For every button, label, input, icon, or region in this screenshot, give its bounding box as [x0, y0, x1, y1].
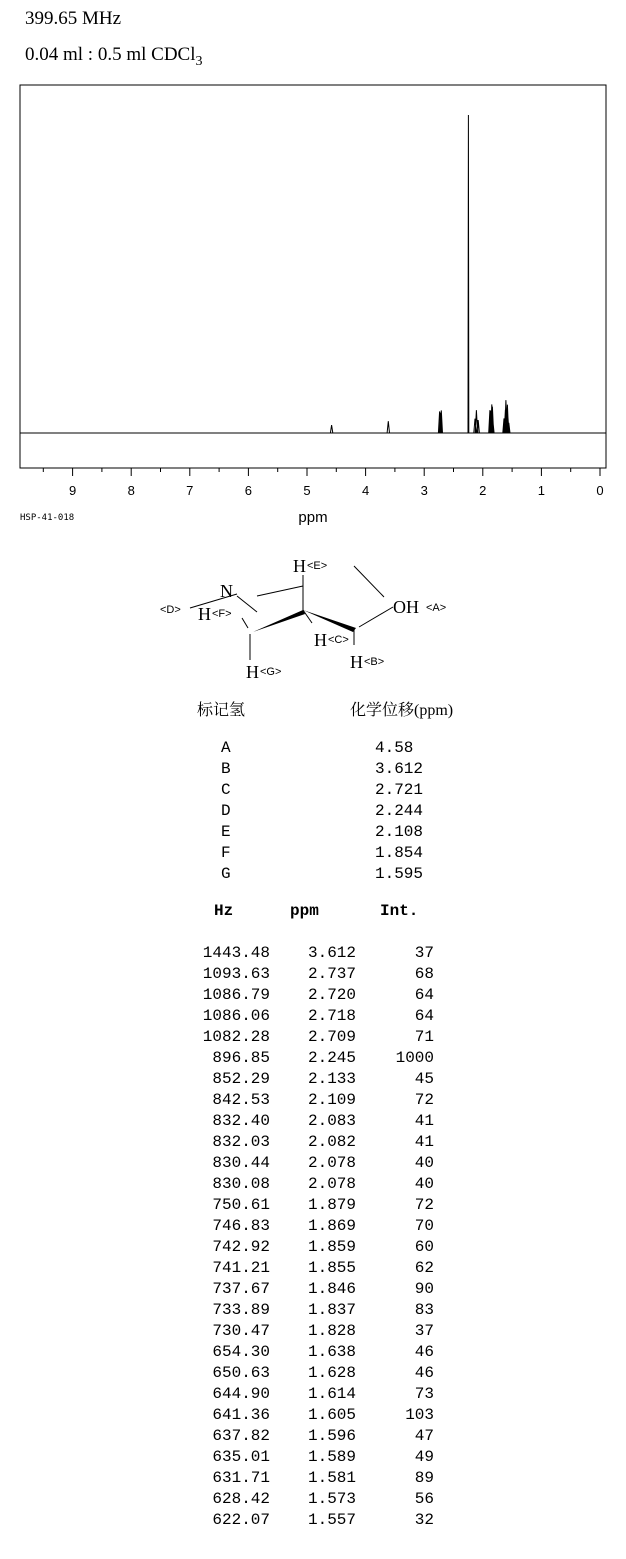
- peak-row: [170, 1489, 440, 1510]
- assignment-label: C: [221, 781, 231, 799]
- peak-hz: 741.21: [212, 1259, 270, 1277]
- peak-hz: 737.67: [212, 1280, 270, 1298]
- peak-row: [170, 1342, 440, 1363]
- x-tick-label: 2: [479, 483, 487, 498]
- x-tick-label: 6: [244, 483, 253, 498]
- assignment-header-label: 标记氢: [197, 702, 246, 719]
- assignment-shift: 2.721: [375, 781, 424, 799]
- peak-int: 73: [414, 1385, 434, 1403]
- peak-int: 72: [414, 1196, 434, 1214]
- peak-ppm: 1.855: [307, 1259, 356, 1277]
- peak-row: [170, 1048, 440, 1069]
- plot-frame: [20, 85, 606, 468]
- peak-header-hz: Hz: [214, 902, 234, 920]
- x-tick-label: 7: [186, 483, 194, 498]
- spectrum-trace: [20, 115, 606, 433]
- peak-hz: 730.47: [212, 1322, 270, 1340]
- peak-row: [170, 943, 440, 964]
- peak-int: 47: [414, 1427, 434, 1445]
- peak-ppm: 2.720: [307, 986, 356, 1004]
- peak-row: [170, 1153, 440, 1174]
- bond-hf: [242, 618, 248, 628]
- atom-hf: H: [198, 604, 211, 624]
- peak-int: 37: [414, 944, 434, 962]
- peak-ppm: 1.837: [307, 1301, 356, 1319]
- peak-hz: 650.63: [212, 1364, 270, 1382]
- peak-hz: 742.92: [212, 1238, 270, 1256]
- spectrometer-frequency: 399.65 MHz: [25, 8, 122, 29]
- assignment-header-shift: 化学位移(ppm): [350, 702, 454, 719]
- peak-int: 41: [414, 1133, 434, 1151]
- peak-int: 40: [414, 1154, 434, 1172]
- x-axis-label: ppm: [298, 509, 328, 526]
- x-tick-label: 0: [596, 483, 604, 498]
- assignment-shift: 2.108: [375, 823, 424, 841]
- atom-oh: OH: [393, 597, 419, 617]
- peak-ppm: 2.083: [307, 1112, 356, 1130]
- assignment-shift: 3.612: [375, 760, 424, 778]
- peak-int: 41: [414, 1112, 434, 1130]
- peak-hz: 1086.79: [202, 986, 270, 1004]
- peak-hz: 637.82: [212, 1427, 270, 1445]
- tag-a: <A>: [426, 602, 447, 614]
- peak-ppm: 1.589: [307, 1448, 356, 1466]
- peak-ppm: 1.581: [307, 1469, 356, 1487]
- peak-int: 46: [414, 1364, 434, 1382]
- peak-hz: 852.29: [212, 1070, 270, 1088]
- peak-int: 64: [414, 1007, 434, 1025]
- peak-ppm: 2.133: [307, 1070, 356, 1088]
- atom-n: N: [220, 581, 233, 601]
- peak-row: [170, 1405, 440, 1426]
- peak-row: [170, 1237, 440, 1258]
- atom-he: H: [293, 556, 306, 576]
- peak-int: 1000: [395, 1049, 434, 1067]
- peak-int: 72: [414, 1091, 434, 1109]
- assignment-shift: 2.244: [375, 802, 424, 820]
- peak-ppm: 1.859: [307, 1238, 356, 1256]
- peak-ppm: 1.869: [307, 1217, 356, 1235]
- peak-hz: 1093.63: [202, 965, 270, 983]
- peak-ppm: 1.557: [307, 1511, 356, 1529]
- peak-int: 60: [414, 1238, 434, 1256]
- assignment-label: D: [221, 802, 231, 820]
- peak-row: [170, 1216, 440, 1237]
- peak-row: [170, 1090, 440, 1111]
- atom-hc: H: [314, 630, 327, 650]
- peak-int: 64: [414, 986, 434, 1004]
- peak-hz: 1082.28: [202, 1028, 270, 1046]
- peak-row: [170, 1321, 440, 1342]
- bond-c4-oh: [359, 607, 393, 627]
- peak-ppm: 2.109: [307, 1091, 356, 1109]
- peak-int: 40: [414, 1175, 434, 1193]
- peak-int: 45: [414, 1070, 434, 1088]
- peak-header-ppm: ppm: [290, 902, 319, 920]
- peak-ppm: 1.573: [307, 1490, 356, 1508]
- peak-ppm: 1.828: [307, 1322, 356, 1340]
- nmr-spectrum-chart: [0, 80, 626, 530]
- peak-row: [170, 1069, 440, 1090]
- peak-row: [170, 1384, 440, 1405]
- peak-row: [170, 1195, 440, 1216]
- peak-int: 70: [414, 1217, 434, 1235]
- peak-hz: 622.07: [212, 1511, 270, 1529]
- atom-hb: H: [350, 652, 363, 672]
- peak-hz: 635.01: [212, 1448, 270, 1466]
- peak-hz: 1086.06: [202, 1007, 270, 1025]
- peak-hz: 750.61: [212, 1196, 270, 1214]
- assignment-label: A: [221, 739, 231, 757]
- peak-row: [170, 1300, 440, 1321]
- sample-composition: [25, 44, 203, 70]
- peak-hz: 832.40: [212, 1112, 270, 1130]
- peak-hz: 733.89: [212, 1301, 270, 1319]
- peak-int: 49: [414, 1448, 434, 1466]
- peak-row: [170, 1132, 440, 1153]
- peak-hz: 644.90: [212, 1385, 270, 1403]
- peak-row: [170, 1174, 440, 1195]
- assignment-label: E: [221, 823, 231, 841]
- x-tick-label: 4: [361, 483, 370, 498]
- assignment-label: F: [221, 844, 231, 862]
- peak-ppm: 1.846: [307, 1280, 356, 1298]
- peak-ppm: 3.612: [307, 944, 356, 962]
- peak-int: 83: [414, 1301, 434, 1319]
- peak-int: 71: [414, 1028, 434, 1046]
- assignment-label: G: [221, 865, 231, 883]
- peak-hz: 832.03: [212, 1133, 270, 1151]
- sample-subscript: 3: [195, 53, 203, 69]
- peak-hz: 896.85: [212, 1049, 270, 1067]
- peak-int: 103: [405, 1406, 434, 1424]
- peak-hz: 830.44: [212, 1154, 270, 1172]
- tag-d: <D>: [160, 604, 181, 616]
- peak-hz: 830.08: [212, 1175, 270, 1193]
- peak-row: [170, 1258, 440, 1279]
- peak-row: [170, 1363, 440, 1384]
- x-tick-label: 9: [68, 483, 77, 498]
- peak-int: 62: [414, 1259, 434, 1277]
- peak-ppm: 2.082: [307, 1133, 356, 1151]
- assignment-shift: 1.595: [375, 865, 424, 883]
- peak-row: [170, 1111, 440, 1132]
- x-tick-label: 5: [303, 483, 311, 498]
- peak-int: 32: [414, 1511, 434, 1529]
- x-tick-label: 3: [420, 483, 428, 498]
- tag-e: <E>: [307, 560, 328, 572]
- peak-ppm: 1.596: [307, 1427, 356, 1445]
- spectrum-code: HSP-41-018: [20, 513, 75, 523]
- tag-c: <C>: [328, 634, 349, 646]
- peak-int: 90: [414, 1280, 434, 1298]
- peak-ppm: 2.709: [307, 1028, 356, 1046]
- assignment-label: B: [221, 760, 231, 778]
- peak-ppm: 2.737: [307, 965, 356, 983]
- peak-row: [170, 1279, 440, 1300]
- bond-c4-c3: [354, 566, 384, 597]
- x-tick-label: 1: [537, 483, 546, 498]
- peak-hz: 631.71: [212, 1469, 270, 1487]
- peak-hz: 641.36: [212, 1406, 270, 1424]
- tag-g: <G>: [260, 666, 282, 678]
- peak-hz: 628.42: [212, 1490, 270, 1508]
- molecule-structure: [150, 550, 470, 685]
- peak-ppm: 2.078: [307, 1154, 356, 1172]
- peak-hz: 842.53: [212, 1091, 270, 1109]
- assignment-shift: 4.58: [375, 739, 414, 757]
- tag-b: <B>: [364, 656, 385, 668]
- assignment-shift: 1.854: [375, 844, 424, 862]
- peak-row: [170, 1006, 440, 1027]
- peak-row: [170, 1468, 440, 1489]
- sample-text: 0.04 ml : 0.5 ml CDCl: [25, 44, 196, 65]
- peak-hz: 1443.48: [202, 944, 270, 962]
- bond-n-c3: [257, 586, 303, 596]
- x-tick-label: 8: [127, 483, 135, 498]
- peak-int: 56: [414, 1490, 434, 1508]
- peak-ppm: 1.628: [307, 1364, 356, 1382]
- peak-row: [170, 1447, 440, 1468]
- peak-ppm: 1.605: [307, 1406, 356, 1424]
- peak-hz: 746.83: [212, 1217, 270, 1235]
- peak-hz: 654.30: [212, 1343, 270, 1361]
- peak-ppm: 1.614: [307, 1385, 356, 1403]
- bond-n-cf: [237, 596, 257, 612]
- peak-row: [170, 1426, 440, 1447]
- peak-row: [170, 964, 440, 985]
- wedge-bond-left: [253, 610, 305, 632]
- peak-ppm: 1.879: [307, 1196, 356, 1214]
- peak-row: [170, 1510, 440, 1531]
- peak-int: 89: [414, 1469, 434, 1487]
- peak-int: 68: [414, 965, 434, 983]
- peak-ppm: 2.078: [307, 1175, 356, 1193]
- peak-row: [170, 985, 440, 1006]
- peak-ppm: 2.718: [307, 1007, 356, 1025]
- peak-header-int: Int.: [380, 902, 419, 920]
- atom-hg: H: [246, 662, 259, 682]
- peak-int: 46: [414, 1343, 434, 1361]
- peak-ppm: 1.638: [307, 1343, 356, 1361]
- peak-ppm: 2.245: [307, 1049, 356, 1067]
- peak-int: 37: [414, 1322, 434, 1340]
- tag-f: <F>: [212, 608, 232, 620]
- peak-row: [170, 1027, 440, 1048]
